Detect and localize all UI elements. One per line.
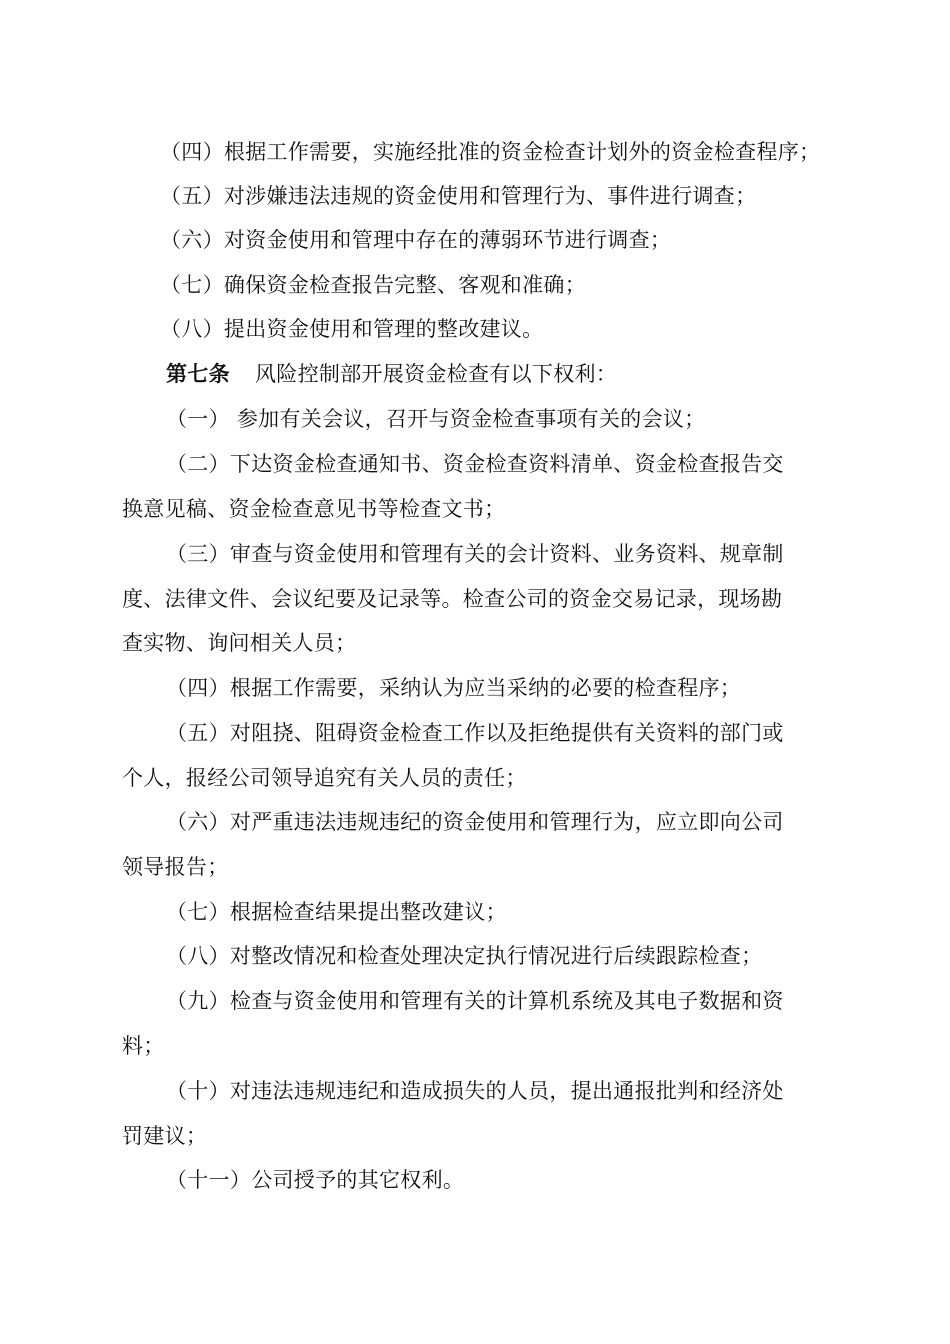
right-item-7: （七）根据检查结果提出整改建议； — [166, 900, 507, 924]
right-item-2-line1: （二）下达资金检查通知书、资金检查资料清单、资金检查报告交 — [166, 452, 784, 476]
article-intro: 风险控制部开展资金检查有以下权利： — [255, 362, 618, 386]
right-item-3-line3: 查实物、询问相关人员； — [122, 631, 357, 655]
right-item-3-line1: （三）审查与资金使用和管理有关的会计资料、业务资料、规章制 — [166, 542, 784, 566]
clause-item-4: （四）根据工作需要，实施经批准的资金检查计划外的资金检查程序； — [160, 140, 821, 164]
right-item-5-line1: （五）对阻挠、阻碍资金检查工作以及拒绝提供有关资料的部门或 — [166, 721, 784, 745]
right-item-5-line2: 个人，报经公司领导追究有关人员的责任； — [122, 766, 527, 790]
right-item-1: （一） 参加有关会议，召开与资金检查事项有关的会议； — [166, 407, 706, 431]
right-item-6-line2: 领导报告； — [122, 855, 229, 879]
right-item-8: （八）对整改情况和检查处理决定执行情况进行后续跟踪检查； — [166, 944, 763, 968]
right-item-2-line2: 换意见稿、资金检查意见书等检查文书； — [122, 497, 506, 521]
clause-item-5: （五）对涉嫌违法违规的资金使用和管理行为、事件进行调查； — [160, 184, 757, 208]
clause-item-8: （八）提出资金使用和管理的整改建议。 — [160, 317, 544, 341]
right-item-9-line2: 料； — [122, 1034, 165, 1058]
right-item-10-line2: 罚建议； — [122, 1124, 208, 1148]
right-item-3-line2: 度、法律文件、会议纪要及记录等。检查公司的资金交易记录，现场勘 — [122, 587, 783, 611]
right-item-11: （十一）公司授予的其它权利。 — [166, 1168, 465, 1192]
right-item-6-line1: （六）对严重违法违规违纪的资金使用和管理行为，应立即向公司 — [166, 810, 784, 834]
article-heading: 第七条 — [166, 362, 230, 386]
clause-item-6: （六）对资金使用和管理中存在的薄弱环节进行调查； — [160, 228, 672, 252]
right-item-10-line1: （十）对违法违规违纪和造成损失的人员，提出通报批判和经济处 — [166, 1079, 784, 1103]
clause-item-7: （七）确保资金检查报告完整、客观和准确； — [160, 273, 586, 297]
right-item-4: （四）根据工作需要，采纳认为应当采纳的必要的检查程序； — [166, 676, 742, 700]
right-item-9-line1: （九）检查与资金使用和管理有关的计算机系统及其电子数据和资 — [166, 989, 784, 1013]
